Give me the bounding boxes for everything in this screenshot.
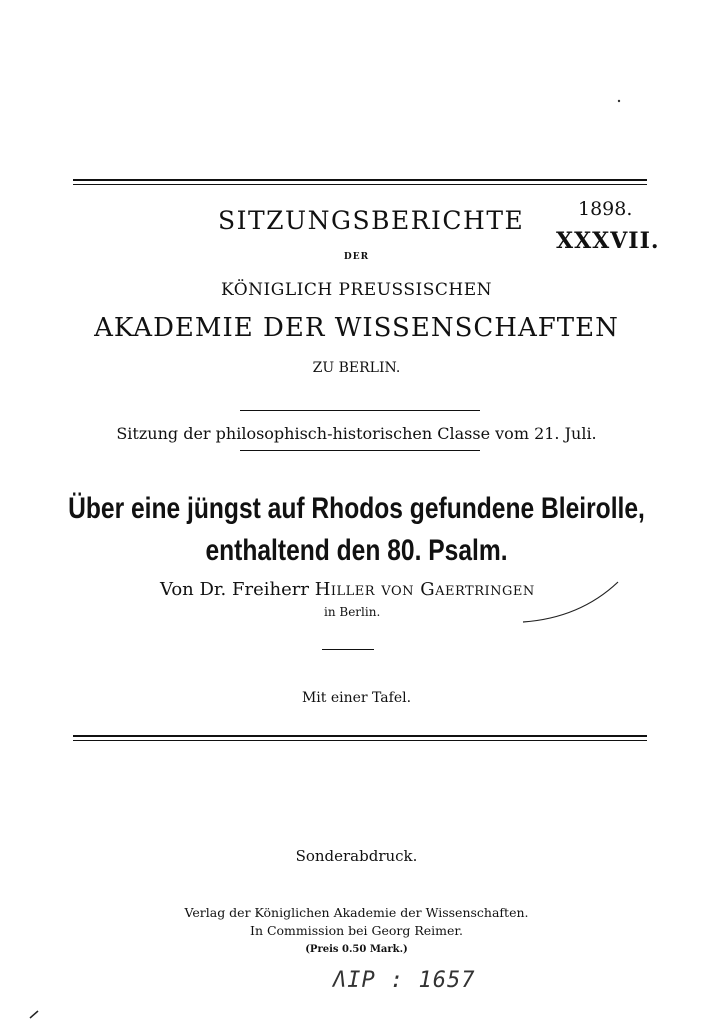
publisher-line: Verlag der Königlichen Akademie der Wissenschaften. [184,905,529,920]
library-stamp: ΛΙΡ : 1657 [333,968,476,993]
author-location: in Berlin. [324,605,381,619]
commission-line: In Commission bei Georg Reimer. [250,923,463,938]
short-divider [322,649,374,650]
author-line [160,579,535,600]
bottom-rule-thick [73,735,647,737]
top-rule-thin [73,184,647,185]
corner-mark [28,1008,42,1020]
royal-label: KÖNIGLICH PREUSSISCHEN [220,280,493,300]
plate-note: Mit einer Tafel. [301,690,412,706]
year: 1898. [578,198,633,220]
underline-flourish [520,578,630,628]
session-line: Sitzung der philosophisch-historischen Classe vom 21. Juli. [116,424,597,443]
article-title-line2: enthaltend den 80. Psalm. [205,534,508,567]
volume-number: XXXVII. [556,228,660,254]
top-rule-thick [73,179,647,181]
price-label: (Preis 0.50 Mark.) [305,944,408,955]
session-rule-bottom [240,450,480,451]
academy-name: AKADEMIE DER WISSENSCHAFTEN [94,313,619,343]
speck-mark [616,98,622,104]
article-title-line1: Über eine jüngst auf Rhodos gefundene Bleirolle, [68,492,645,525]
der-label: DER [343,252,370,262]
author-prefix: Von Dr. Freiherr [160,579,309,600]
author-name: Hiller von Gaertringen [314,579,535,600]
city-label: ZU BERLIN. [312,360,401,376]
session-rule-top [240,410,480,411]
series-title: SITZUNGSBERICHTE [218,206,525,235]
bottom-rule-thin [73,740,647,741]
offprint-label: Sonderabdruck. [295,847,418,865]
